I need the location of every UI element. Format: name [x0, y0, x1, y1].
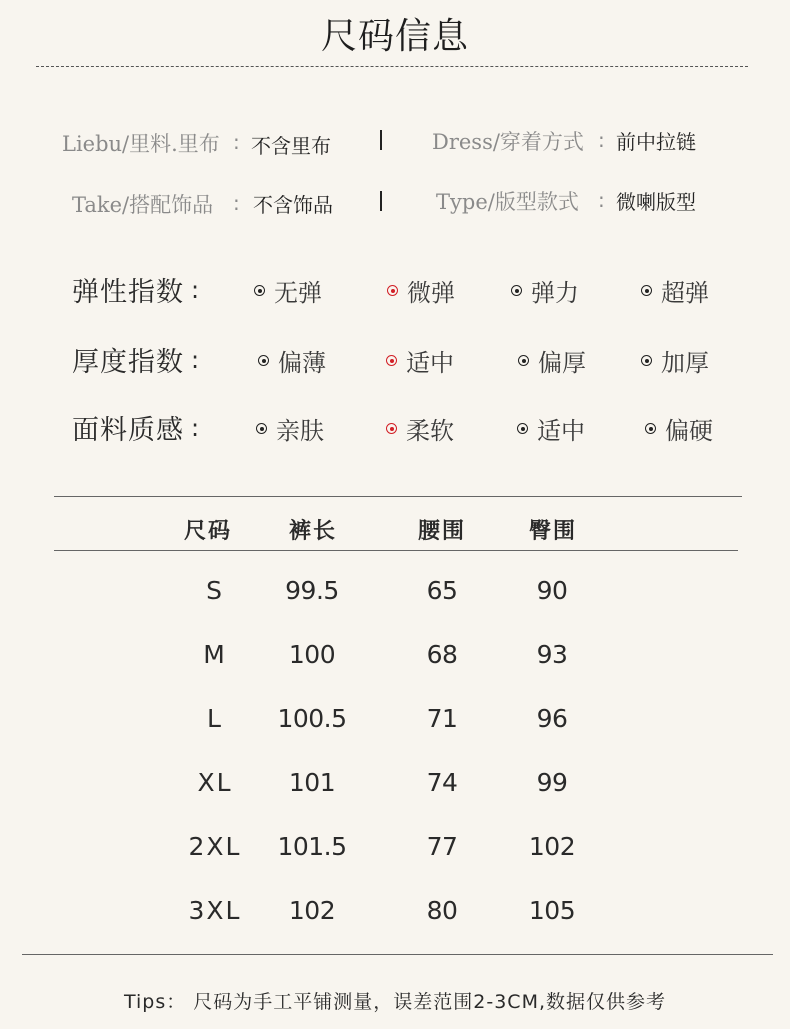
property-colon: :: [191, 414, 200, 442]
table-cell: 90: [536, 576, 568, 605]
info-separator: [380, 130, 382, 150]
table-cell-size: M: [203, 640, 227, 669]
info-label-lining: Liebu/里料.里布: [62, 132, 220, 156]
property-option: [518, 343, 586, 378]
table-cell: 102: [288, 896, 336, 925]
radio-selected-icon: [386, 355, 397, 366]
option-label: 亲肤: [276, 417, 324, 445]
option-label: 适中: [537, 417, 585, 445]
title-divider: [36, 66, 748, 67]
info-label-take: Take/搭配饰品: [72, 193, 214, 217]
info-label-type: Type/版型款式: [436, 190, 579, 214]
table-cell: 80: [426, 896, 458, 925]
property-option: [387, 273, 455, 308]
radio-icon: [258, 355, 269, 366]
property-option: [511, 273, 579, 308]
table-cell-size: 2XL: [188, 832, 242, 861]
property-option: [641, 343, 709, 378]
table-cell: 100.5: [277, 704, 347, 733]
radio-icon: [641, 285, 652, 296]
option-label: 偏薄: [278, 349, 326, 377]
radio-icon: [254, 285, 265, 296]
table-header-waist: 腰围: [417, 519, 466, 544]
radio-selected-icon: [386, 423, 397, 434]
table-cell: 101.5: [277, 832, 347, 861]
table-header-rule: [54, 550, 738, 551]
option-label: 弹力: [531, 279, 579, 307]
table-cell-size: S: [206, 576, 224, 605]
info-value-take: 不含饰品: [253, 193, 333, 217]
table-header-size: 尺码: [183, 519, 232, 544]
option-label: 适中: [406, 349, 454, 377]
table-cell: 65: [426, 576, 458, 605]
radio-selected-icon: [387, 285, 398, 296]
option-label: 微弹: [407, 279, 455, 307]
property-option: [517, 411, 585, 446]
table-cell: 74: [426, 768, 458, 797]
table-cell: 99: [536, 768, 568, 797]
table-cell-size: 3XL: [188, 896, 242, 925]
info-colon: :: [598, 128, 605, 152]
property-option: [641, 273, 709, 308]
info-label-dress: Dress/穿着方式: [432, 130, 584, 154]
table-cell: 77: [426, 832, 458, 861]
radio-icon: [645, 423, 656, 434]
property-colon: :: [191, 276, 200, 304]
table-cell: 105: [528, 896, 576, 925]
table-cell: 101: [288, 768, 336, 797]
property-option: [258, 343, 326, 378]
property-label: 厚度指数: [72, 347, 184, 378]
option-label: 柔软: [406, 417, 454, 445]
info-colon: :: [598, 188, 605, 212]
tips-note: Tips： 尺码为手工平铺测量，误差范围2-3CM,数据仅供参考: [123, 991, 667, 1013]
table-top-rule: [54, 496, 742, 497]
table-cell-size: XL: [197, 768, 233, 797]
property-option: [645, 411, 713, 446]
option-label: 偏厚: [538, 349, 586, 377]
info-colon: :: [233, 130, 240, 154]
table-cell: 100: [288, 640, 336, 669]
info-separator: [380, 191, 382, 211]
option-label: 无弹: [274, 279, 322, 307]
table-cell: 68: [426, 640, 458, 669]
option-label: 超弹: [661, 279, 709, 307]
info-value-type: 微喇版型: [616, 190, 696, 214]
table-header-length: 裤长: [288, 519, 337, 544]
property-option: [256, 411, 324, 446]
property-option: [254, 273, 322, 308]
radio-icon: [256, 423, 267, 434]
table-bottom-rule: [22, 954, 773, 955]
info-colon: :: [233, 191, 240, 215]
table-cell: 96: [536, 704, 568, 733]
table-header-hip: 臀围: [528, 519, 577, 544]
property-option: [386, 411, 454, 446]
info-value-lining: 不含里布: [251, 134, 331, 158]
table-cell: 93: [536, 640, 568, 669]
radio-icon: [517, 423, 528, 434]
radio-icon: [641, 355, 652, 366]
option-label: 加厚: [661, 349, 709, 377]
property-label: 弹性指数: [72, 277, 184, 308]
table-cell: 102: [528, 832, 576, 861]
table-cell-size: L: [207, 704, 223, 733]
radio-icon: [511, 285, 522, 296]
table-cell: 71: [426, 704, 458, 733]
property-option: [386, 343, 454, 378]
option-label: 偏硬: [665, 417, 713, 445]
table-cell: 99.5: [285, 576, 339, 605]
info-value-dress: 前中拉链: [616, 130, 696, 154]
page-title: 尺码信息: [320, 16, 469, 57]
property-label: 面料质感: [72, 415, 184, 446]
property-colon: :: [191, 346, 200, 374]
radio-icon: [518, 355, 529, 366]
